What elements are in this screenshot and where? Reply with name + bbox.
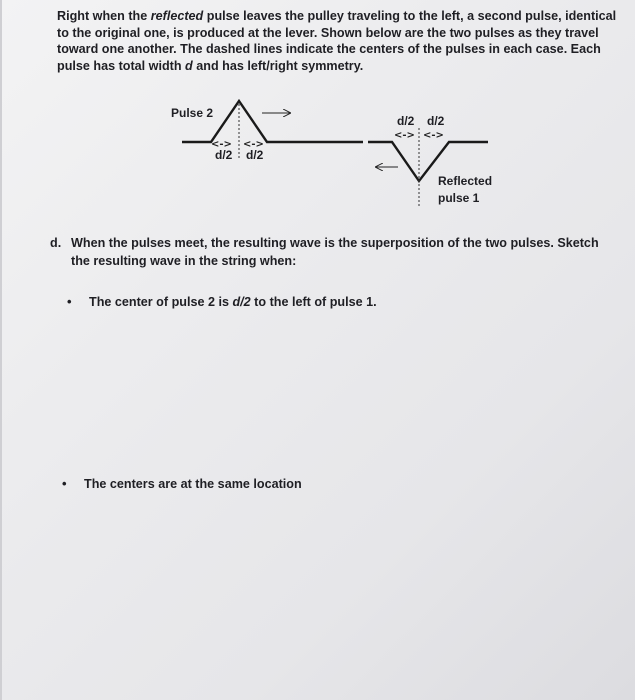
question-letter: d. bbox=[50, 236, 62, 250]
bullet-item-offset: • The center of pulse 2 is d/2 to the left of pulse 1. bbox=[67, 294, 377, 309]
question-d bbox=[50, 234, 620, 270]
pulse1-half-width-left: d/2 bbox=[397, 114, 415, 128]
pulse2-right-dim-arrow: <-> bbox=[243, 139, 264, 150]
pulse2-left-dim-arrow: <-> bbox=[211, 139, 232, 150]
question-text: When the pulses meet, the resulting wave is the superposition of the two pulses. Sketch the resulting wave in the string when: bbox=[71, 236, 599, 268]
pulse2-label: Pulse 2 bbox=[171, 106, 214, 120]
pulse2-half-width-left: d/2 bbox=[215, 148, 233, 162]
bullet-symbol: • bbox=[62, 476, 67, 491]
bullet-item-same-location: • The centers are at the same location bbox=[62, 476, 302, 491]
reflected-label: Reflected bbox=[438, 174, 493, 188]
bullet-symbol: • bbox=[67, 294, 72, 309]
intro-paragraph: Right when the reflected pulse leaves the pulley traveling to the left, a second pulse, identical to the original one, is produced at the lever. Shown below are the two pulses as they travel toward one another. The dashed lines indicate the centers of the pulses in each case. Each pulse has total width d and has left/right symmetry. bbox=[57, 9, 617, 73]
pulse2-half-width-right: d/2 bbox=[246, 148, 264, 162]
pulse1-label: pulse 1 bbox=[438, 191, 480, 205]
pulse1-right-dim-arrow: <-> bbox=[423, 130, 444, 141]
pulse-diagram bbox=[0, 0, 635, 230]
pulse1-left-dim-arrow: <-> bbox=[394, 130, 415, 141]
pulse1-half-width-right: d/2 bbox=[427, 114, 445, 128]
